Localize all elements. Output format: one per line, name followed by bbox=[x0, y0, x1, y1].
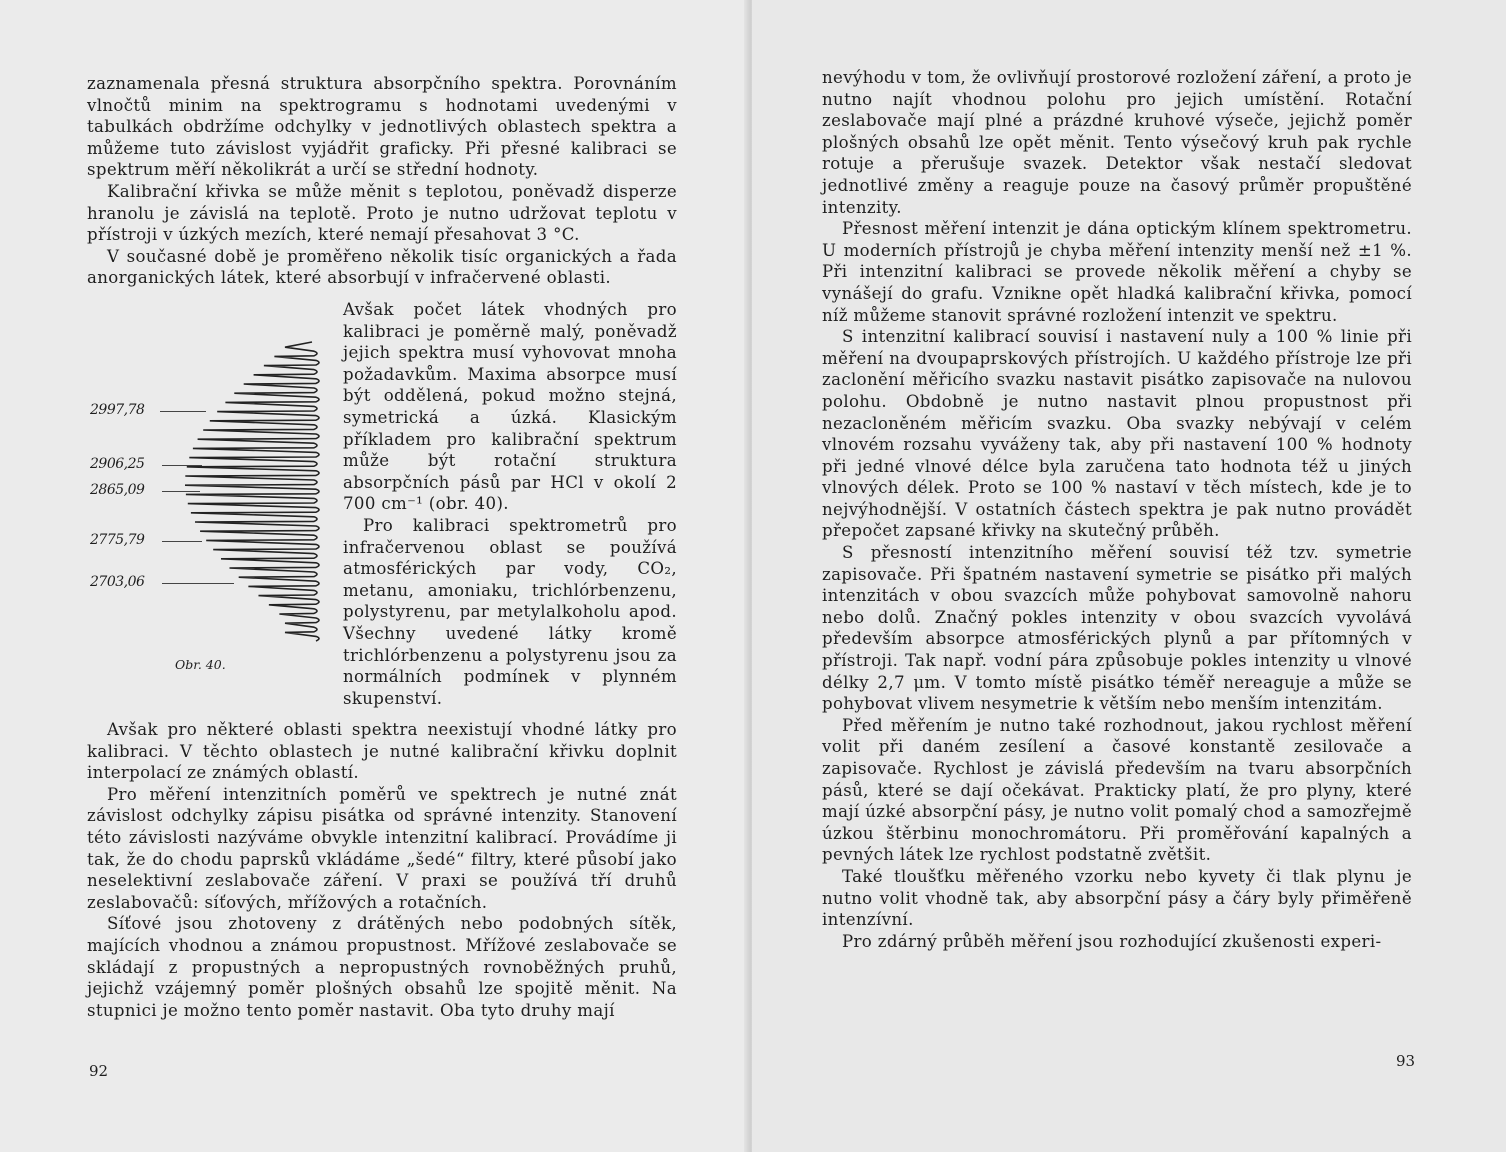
paragraph: Kalibrační křivka se může měnit s teplotou, poněvadž disperze hranolu je závislá na teplotě. Proto je nutno udržovat teplotu v přístroji v úzkých mezích, které nemají přesahovat 3 °C. bbox=[87, 181, 677, 245]
paragraph: Také tloušťku měřeného vzorku nebo kyvety či tlak plynu je nutno volit vhodně tak, aby absorpční pásy a čáry byly přiměřeně intenzívní. bbox=[822, 866, 1412, 930]
wavenumber-label: 2775,79 bbox=[90, 532, 145, 548]
left-wrapped-text bbox=[343, 299, 677, 709]
paragraph: Pro měření intenzitních poměrů ve spektrech je nutné znát závislost odchylky zápisu pisátka od správné intenzity. Stanovení této závislosti nazýváme obvykle intenzitní kalibrací. Provádíme ji tak, že do chodu paprsků vkládáme „šedé“ filtry, které působí jako neselektivní zeslabovače záření. V praxi se používá tří druhů zeslabovačů: síťových, mřížových a rotačních. bbox=[87, 784, 677, 912]
right-text bbox=[822, 67, 1412, 952]
paragraph: Avšak pro některé oblasti spektra neexistují vhodné látky pro kalibraci. V těchto oblastech je nutné kalibrační křivku doplnit interpolací ze známých oblastí. bbox=[87, 720, 677, 783]
paragraph: Avšak počet látek vhodných pro kalibraci je poměrně malý, poněvadž jejich spektra musí vyhovovat mnoha požadavkům. Maxima absorpce musí být oddělená, pokud možno stejná, symetrická a úzká. Klasickým příkladem pro kalibrační spektrum může být rotační struktura absorpčních pásů par HCl v okolí 2 700 cm⁻¹ (obr. 40). bbox=[343, 300, 677, 514]
paragraph: zaznamenala přesná struktura absorpčního spektra. Porovnáním vlnočtů minim na spektrogramu s hodnotami uvedenými v tabulkách obdržíme odchylky v jednotlivých oblastech spektra a můžeme tuto závislost vyjádřit graficky. Při přesné kalibraci se spektrum měří několikrát a určí se střední hodnoty. bbox=[87, 74, 677, 180]
right-page bbox=[752, 0, 1506, 1152]
spectrum-trace-path bbox=[185, 342, 319, 641]
paragraph: Přesnost měření intenzit je dána optickým klínem spektrometru. U moderních přístrojů je chyba měření intenzity menší než ±1 %. Při intenzitní kalibraci se provede několik měření a chyby se vynášejí do grafu. Vznikne opět hladká kalibrační křivka, pomocí níž můžeme stanovit správné rozložení intenzit ve spektru. bbox=[822, 219, 1412, 325]
leader-line bbox=[162, 541, 202, 542]
hcl-spectrum-trace bbox=[80, 330, 340, 670]
left-bottom-text bbox=[87, 719, 677, 1021]
wavenumber-label: 2997,78 bbox=[90, 402, 145, 418]
leader-line bbox=[162, 465, 202, 466]
left-page bbox=[0, 0, 752, 1152]
paragraph: S intenzitní kalibrací souvisí i nastavení nuly a 100 % linie při měření na dvoupaprskových přístrojích. U každého přístroje lze při zaclonění měřicího svazku nastavit pisátko zapisovače na nulovou polohu. Obdobně je nutno nastavit plnou propustnost při nezacloněném měřicím svazku. Oba svazky nebývají v celém vlnovém rozsahu vyváženy tak, aby při nastavení 100 % hodnoty při jedné vlnové délce byla zaručena tato hodnota též u jiných vlnových délek. Proto se 100 % nastaví v těch místech, kde je to nejvýhodnější. V ostatních částech spektra je pak nutno provádět přepočet zapsané křivky na skutečný průběh. bbox=[822, 327, 1412, 541]
wavenumber-label: 2703,06 bbox=[90, 574, 145, 590]
page-number: 93 bbox=[1396, 1052, 1416, 1070]
leader-line bbox=[160, 411, 206, 412]
paragraph: S přesností intenzitního měření souvisí též tzv. symetrie zapisovače. Při špatném nastavení symetrie se pisátko při malých intenzitách v obou svazcích může pohybovat samovolně nahoru nebo dolů. Značný pokles intenzity v obou svazcích vyvolává především absorpce atmosférických plynů a par přítomných v přístroji. Tak např. vodní pára způsobuje pokles intenzity u vlnové délky 2,7 μm. V tomto místě pisátko téměř nereaguje a může se pohybovat vlivem nesymetrie k větším nebo menším intenzitám. bbox=[822, 543, 1412, 714]
figure-caption: Obr. 40. bbox=[175, 657, 226, 672]
paragraph: Před měřením je nutno také rozhodnout, jakou rychlost měření volit při daném zesílení a časové konstantě zesilovače a zapisovače. Rychlost je závislá především na tvaru absorpčních pásů, které se dají očekávat. Prakticky platí, že pro plyny, které mají úzké absorpční pásy, je nutno volit pomalý chod a samozřejmě úzkou štěrbinu monochromátoru. Při proměřování kapalných a pevných látek lze rychlost podstatně zvětšit. bbox=[822, 715, 1412, 865]
paragraph: Síťové jsou zhotoveny z drátěných nebo podobných sítěk, majících vhodnou a známou propustnost. Mřížové zeslabovače se skládají z propustných a nepropustných rovnoběžných pruhů, jejichž vzájemný poměr plošných obsahů lze spojitě měnit. Na stupnici je možno tento poměr nastavit. Oba tyto druhy mají bbox=[87, 914, 677, 1020]
paragraph: Pro zdárný průběh měření jsou rozhodující zkušenosti experi- bbox=[842, 931, 1382, 951]
paragraph: V současné době je proměřeno několik tisíc organických a řada anorganických látek, které absorbují v infračervené oblasti. bbox=[87, 246, 677, 288]
page-number: 92 bbox=[89, 1062, 109, 1080]
leader-line bbox=[162, 583, 234, 584]
wavenumber-label: 2865,09 bbox=[90, 482, 145, 498]
paragraph: nevýhodu v tom, že ovlivňují prostorové rozložení záření, a proto je nutno najít vhodnou polohu pro jejich umístění. Rotační zeslabovače mají plné a prázdné kruhové výseče, jejichž poměr plošných obsahů lze opět měnit. Tento výsečový kruh pak rychle rotuje a přerušuje svazek. Detektor však nestačí sledovat jednotlivé změny a reaguje pouze na časový průměr propuštěné intenzity. bbox=[822, 68, 1412, 217]
spectrum-figure bbox=[80, 330, 340, 730]
leader-line bbox=[162, 491, 200, 492]
paragraph: Pro kalibraci spektrometrů pro infračervenou oblast se používá atmosférických par vody, CO₂, metanu, amoniaku, trichlórbenzenu, polystyrenu, par metylalkoholu apod. Všechny uvedené látky kromě trichlórbenzenu a polystyrenu jsou za normálních podmínek v plynném skupenství. bbox=[343, 515, 677, 708]
left-top-text bbox=[87, 73, 677, 289]
wavenumber-label: 2906,25 bbox=[90, 456, 145, 472]
